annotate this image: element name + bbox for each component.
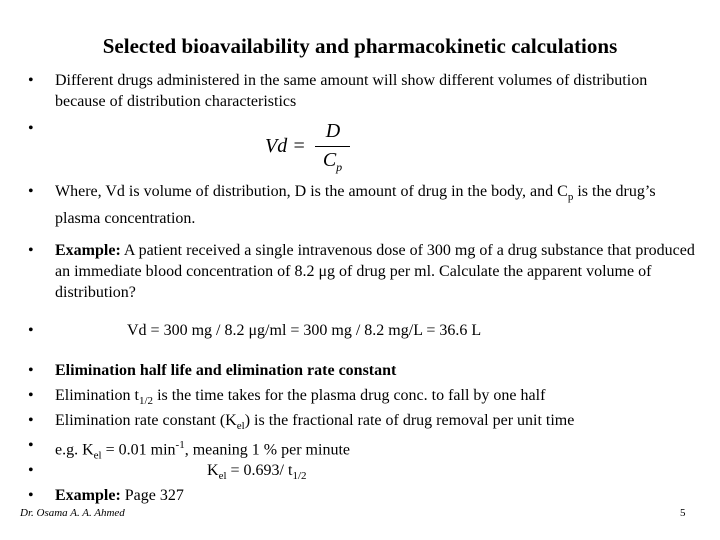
bullet: • xyxy=(28,437,34,454)
vd-formula xyxy=(265,120,355,180)
item-example-kel: e.g. $K_{el} = 0.01$ $\min^{-1}$, meaning 1 % per minute xyxy=(55,439,350,462)
bullet: • xyxy=(28,72,34,89)
bullet: • xyxy=(28,412,34,429)
bullet: • xyxy=(28,362,34,379)
formula-numerator: D xyxy=(325,120,341,142)
bullet: • xyxy=(28,387,34,404)
item-rate-constant: Elimination rate constant $(K_{el})$ is the fractional rate of drug removal per unit time xyxy=(55,412,575,433)
bullet: • xyxy=(28,462,34,479)
item-half-life: Elimination $t_{1/2}$ is the time takes for the plasma drug conc. to fall by one half xyxy=(55,387,546,408)
fraction-bar xyxy=(315,146,350,147)
bullet: • xyxy=(28,183,34,200)
footer-page-number: 5 xyxy=(680,507,686,519)
footer-author: Dr. Osama A. A. Ahmed xyxy=(20,507,125,519)
item-example-page: Example: Page 327 xyxy=(55,487,184,504)
item-where: Where, Vd is volume of distribution, D is the amount of drug in the body, and $C_p$ is the drug’s plasma concentration. xyxy=(55,183,656,228)
item-calculation: Vd = 300 mg / 8.2 μg/ml = 300 mg / 8.2 mg/L = 36.6 L xyxy=(127,322,482,339)
item-distribution: Different drugs administered in the same amount will show different volumes of distribution because of distribution characteristics xyxy=(55,72,648,110)
slide-title: Selected bioavailability and pharmacokinetic calculations xyxy=(102,34,618,58)
item-elimination-heading: Elimination half life and elimination rate constant xyxy=(55,362,397,379)
formula-denominator: $C_p$ xyxy=(322,149,343,174)
bullet: • xyxy=(28,322,34,339)
formula-lhs: Vd = xyxy=(265,135,306,157)
bullet: • xyxy=(28,487,34,504)
item-kel-equation: $K_{el} = 0.693/$ $t_{1/2}$ xyxy=(207,462,307,483)
bullet: • xyxy=(28,242,34,259)
bullet: • xyxy=(28,120,34,137)
item-example: Example: A patient received a single intravenous dose of 300 mg of a drug substance that produced an immediate blood concentration of 8.2 μg of drug per ml. Calculate the apparent volume of distribution? xyxy=(55,242,695,301)
